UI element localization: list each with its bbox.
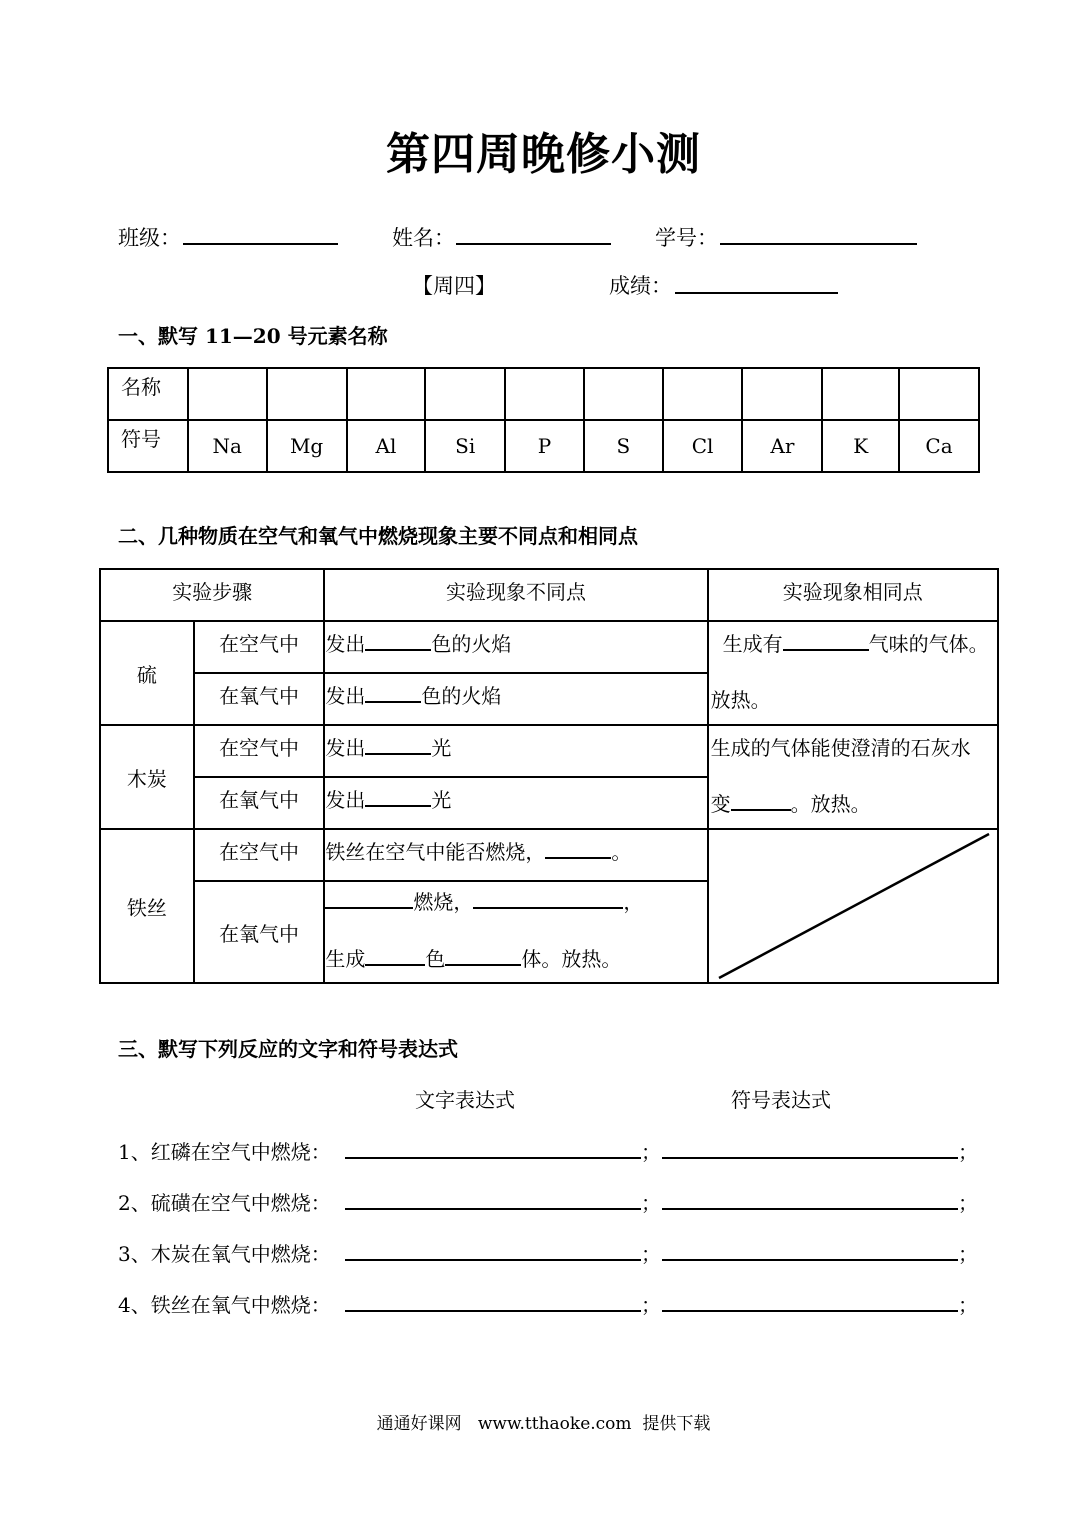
condition-air: 在空气中 <box>194 621 325 673</box>
element-table <box>107 367 980 473</box>
separator: ； <box>641 1191 661 1215</box>
iron-oxy-end: ， <box>623 890 644 914</box>
student-id-field[interactable] <box>720 243 917 245</box>
sulfur-same-cell <box>708 621 998 725</box>
symbol-expression-field[interactable] <box>662 1259 958 1261</box>
section2-heading: 二、几种物质在空气和氧气中燃烧现象主要不同点和相同点 <box>118 524 638 548</box>
charcoal-same-cell <box>708 725 998 829</box>
symbol-expression-field[interactable] <box>662 1157 958 1159</box>
charcoal-air-blank[interactable] <box>365 735 431 755</box>
charcoal-same-post: 。放热。 <box>790 792 871 816</box>
charcoal-air-cell <box>324 725 707 777</box>
separator: ； <box>958 1242 978 1266</box>
condition-oxygen: 在氧气中 <box>194 881 325 983</box>
substance-charcoal: 木炭 <box>100 725 194 829</box>
student-id-label: 学号： <box>655 226 718 250</box>
iron-oxy-line2-mid2: 体。放热。 <box>521 947 622 971</box>
iron-air-end: 。 <box>611 840 632 864</box>
iron-air-cell <box>324 829 707 881</box>
symbol-expression-field[interactable] <box>662 1208 958 1210</box>
name-cell[interactable] <box>425 368 505 420</box>
symbol-cell: Ar <box>742 420 822 472</box>
symbol-cell: Na <box>188 420 267 472</box>
score-field[interactable] <box>675 292 838 294</box>
name-label: 姓名： <box>392 226 455 250</box>
name-cell[interactable] <box>347 368 426 420</box>
name-cell[interactable] <box>188 368 267 420</box>
sulfur-air-cell <box>324 621 707 673</box>
symbol-cell: S <box>584 420 663 472</box>
name-cell[interactable] <box>663 368 743 420</box>
day-label: 【周四】 <box>412 274 496 298</box>
charcoal-air-pre: 发出 <box>325 736 366 760</box>
name-cell[interactable] <box>584 368 663 420</box>
condition-oxygen: 在氧气中 <box>194 777 325 829</box>
sulfur-oxy-cell <box>324 673 707 725</box>
sulfur-air-post: 色的火焰 <box>431 632 512 656</box>
section1-heading: 一、默写 11—20 号元素名称 <box>118 324 388 348</box>
substance-sulfur: 硫 <box>100 621 194 725</box>
symbol-row-label: 符号 <box>108 420 188 472</box>
name-row-label: 名称 <box>108 368 188 420</box>
charcoal-oxy-cell <box>324 777 707 829</box>
name-cell[interactable] <box>267 368 347 420</box>
name-field[interactable] <box>456 243 611 245</box>
name-cell[interactable] <box>822 368 899 420</box>
condition-air: 在空气中 <box>194 829 325 881</box>
name-cell[interactable] <box>899 368 979 420</box>
word-expression-field[interactable] <box>345 1208 641 1210</box>
name-row <box>108 368 979 420</box>
iron-oxy-line2-pre: 生成 <box>325 947 366 971</box>
combustion-table <box>99 568 999 984</box>
separator: ； <box>958 1140 978 1164</box>
charcoal-oxy-post: 光 <box>431 788 452 812</box>
symbol-expression-field[interactable] <box>662 1310 958 1312</box>
iron-air-text: 铁丝在空气中能否燃烧， <box>325 840 546 864</box>
sulfur-same-heat: 放热。 <box>710 688 771 712</box>
sulfur-smell-blank[interactable] <box>783 631 869 651</box>
charcoal-same-pre: 变 <box>710 792 731 816</box>
equation-label: 4、铁丝在氧气中燃烧： <box>118 1293 331 1317</box>
iron-oxy-cell <box>324 881 707 983</box>
equation-label: 1、红磷在空气中燃烧： <box>118 1140 331 1164</box>
equation-label: 2、硫磺在空气中燃烧： <box>118 1191 331 1215</box>
sulfur-air-blank[interactable] <box>365 631 431 651</box>
score-label: 成绩： <box>609 274 672 298</box>
page-title: 第四周晚修小测 <box>386 129 701 180</box>
name-cell[interactable] <box>742 368 822 420</box>
sulfur-same-pre: 生成有 <box>722 632 783 656</box>
iron-same-cell <box>708 829 998 983</box>
iron-oxy-mid: 燃烧， <box>413 890 474 914</box>
symbol-cell: Si <box>425 420 505 472</box>
charcoal-oxy-pre: 发出 <box>325 788 366 812</box>
name-cell[interactable] <box>505 368 584 420</box>
charcoal-air-post: 光 <box>431 736 452 760</box>
word-expression-field[interactable] <box>345 1259 641 1261</box>
substance-iron-wire: 铁丝 <box>100 829 194 983</box>
class-field[interactable] <box>183 243 338 245</box>
equation-label: 3、木炭在氧气中燃烧： <box>118 1242 331 1266</box>
iron-oxy-blank-1[interactable] <box>325 889 413 909</box>
symbol-cell: P <box>505 420 584 472</box>
separator: ； <box>958 1293 978 1317</box>
charcoal-same-line1: 生成的气体能使澄清的石灰水 <box>710 736 971 760</box>
col-word-header: 文字表达式 <box>415 1088 515 1112</box>
word-expression-field[interactable] <box>345 1310 641 1312</box>
iron-air-blank[interactable] <box>545 839 611 859</box>
iron-oxy-blank-2[interactable] <box>473 889 623 909</box>
separator: ； <box>958 1191 978 1215</box>
sulfur-oxy-blank[interactable] <box>365 683 421 703</box>
header-steps: 实验步骤 <box>100 569 324 621</box>
class-label: 班级： <box>118 226 181 250</box>
separator: ； <box>641 1293 661 1317</box>
section3-heading: 三、默写下列反应的文字和符号表达式 <box>118 1037 458 1061</box>
col-symbol-header: 符号表达式 <box>731 1088 831 1112</box>
symbol-cell: Ca <box>899 420 979 472</box>
condition-oxygen: 在氧气中 <box>194 673 325 725</box>
symbol-cell: K <box>822 420 899 472</box>
condition-air: 在空气中 <box>194 725 325 777</box>
header-differences: 实验现象不同点 <box>324 569 707 621</box>
header-similarities: 实验现象相同点 <box>708 569 998 621</box>
charcoal-lime-blank[interactable] <box>731 791 791 811</box>
charcoal-oxy-blank[interactable] <box>365 787 431 807</box>
separator: ； <box>641 1242 661 1266</box>
sulfur-oxy-post: 色的火焰 <box>421 684 502 708</box>
iron-state-blank[interactable] <box>445 946 521 966</box>
word-expression-field[interactable] <box>345 1157 641 1159</box>
symbol-cell: Mg <box>267 420 347 472</box>
diagonal-strike-line <box>709 830 1000 984</box>
iron-oxy-line2-mid1: 色 <box>425 947 446 971</box>
separator: ； <box>641 1140 661 1164</box>
sulfur-air-pre: 发出 <box>325 632 366 656</box>
sulfur-same-post: 气味的气体。 <box>868 632 989 656</box>
symbol-cell: Al <box>347 420 426 472</box>
iron-color-blank[interactable] <box>365 946 425 966</box>
sulfur-oxy-pre: 发出 <box>325 684 366 708</box>
symbol-row <box>108 420 979 472</box>
symbol-cell: Cl <box>663 420 743 472</box>
footer-text: 通通好课网 www.tthaoke.com 提供下载 <box>376 1414 711 1434</box>
